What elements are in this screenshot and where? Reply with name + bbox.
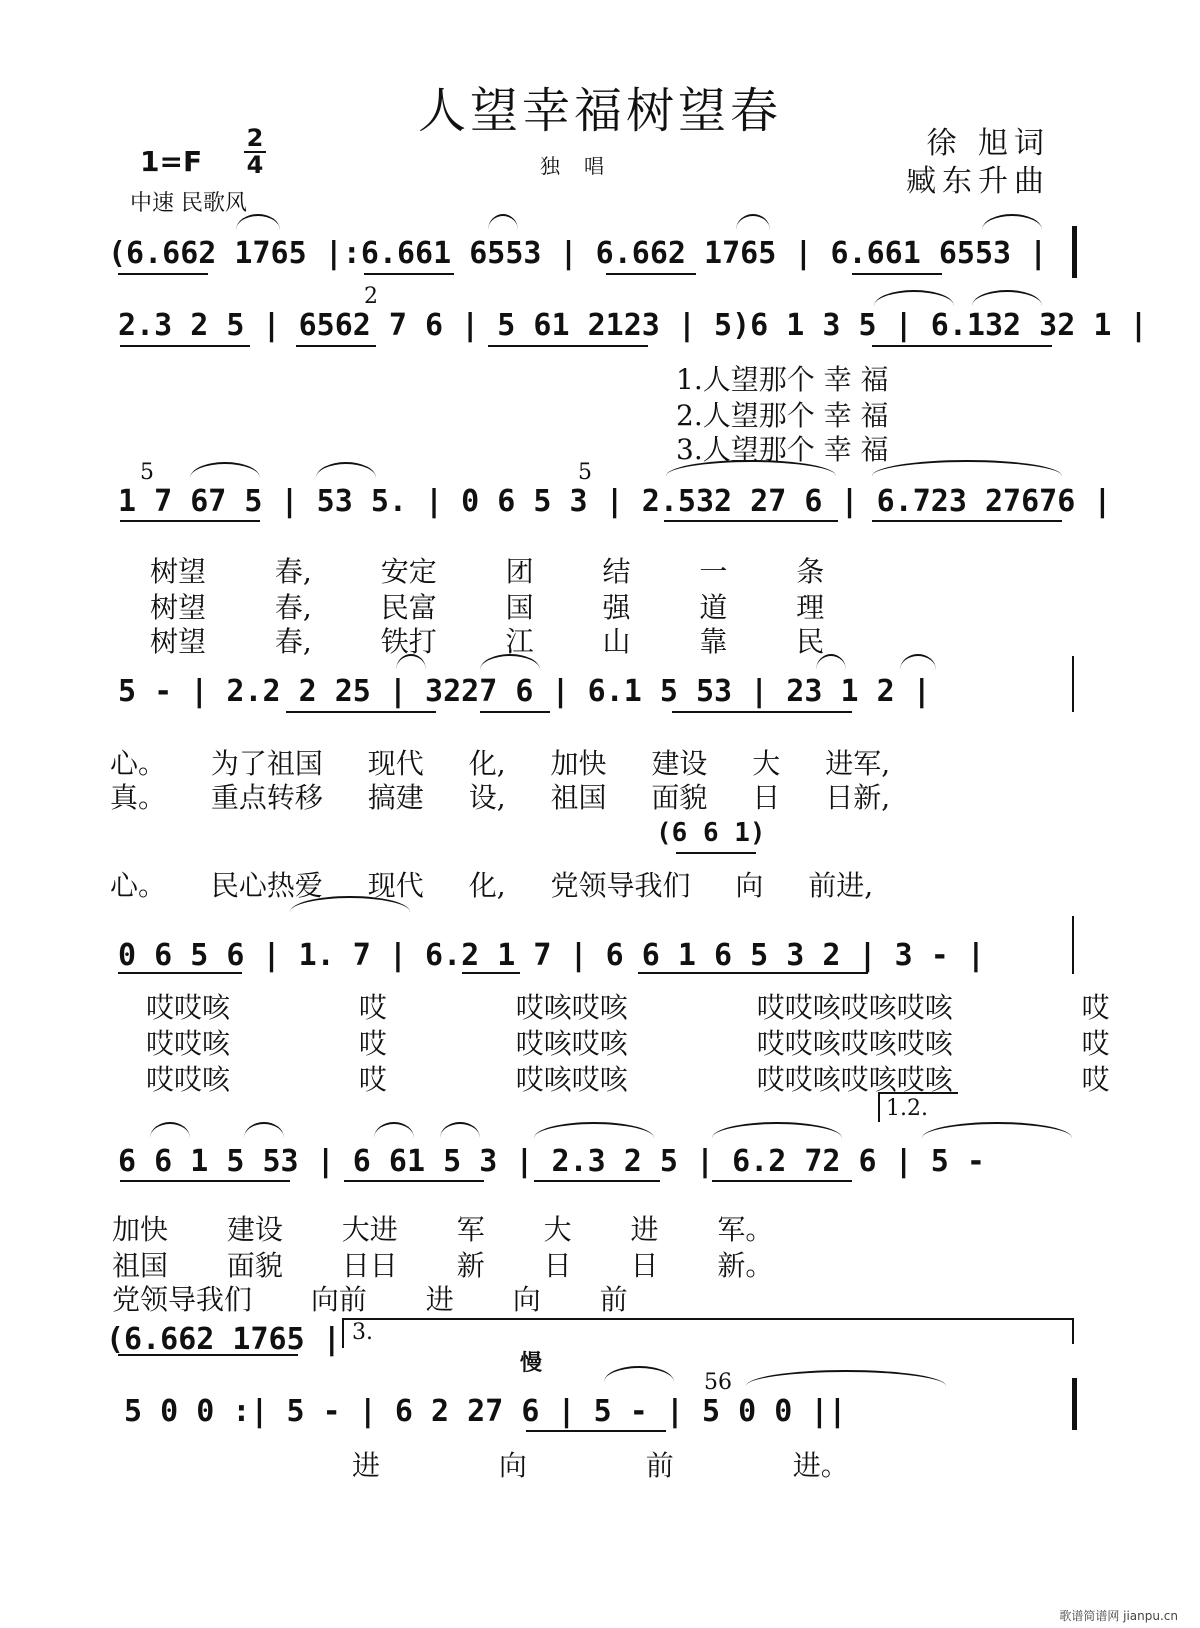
slur — [244, 1122, 284, 1138]
beam — [534, 1180, 660, 1182]
beam — [676, 852, 756, 854]
line-1-end-bar — [1072, 226, 1077, 278]
slur — [874, 290, 954, 306]
song-title: 人望幸福树望春 — [417, 83, 782, 139]
beam — [462, 972, 520, 974]
slur — [972, 290, 1042, 306]
beam — [120, 520, 260, 522]
slur — [374, 1122, 414, 1138]
beam — [120, 1180, 290, 1182]
volta-1-2: 1.2. — [886, 1096, 928, 1121]
beam — [286, 711, 436, 713]
lyric-verse-1-c: 心。 为了祖国 现代 化, 加快 建设 大 进军, — [110, 747, 891, 780]
slur — [604, 1366, 674, 1382]
grace-note: 5 — [578, 460, 592, 485]
volta-bracket-top — [878, 1092, 958, 1094]
notation-line-3: 1 7 67 5 | 53 5. | 0 6 5 3 | 2.532 27 6 | 6.723 27676 | — [118, 484, 1112, 519]
volta-bracket — [878, 1092, 880, 1122]
lyric-verse-2-d: 哎哎咳 哎 哎咳哎咳 哎哎咳哎咳哎咳 哎 — [146, 1027, 1110, 1060]
grace-note: 5 — [140, 460, 154, 485]
tie — [922, 1122, 1072, 1138]
tie — [746, 1370, 946, 1386]
lyric-ending: 进 向 前 进。 — [352, 1449, 849, 1482]
time-bottom: 4 — [246, 151, 264, 179]
slur — [488, 214, 518, 230]
slur — [150, 1122, 190, 1138]
volta-bracket-top — [342, 1318, 1072, 1320]
slur — [736, 214, 770, 230]
beam — [872, 520, 1062, 522]
alternate-notes: (6 6 1) — [656, 818, 766, 848]
line-5-end-bar — [1072, 916, 1074, 974]
beam — [120, 345, 250, 347]
watermark: 歌谱简谱网 jianpu.cn — [1059, 1609, 1178, 1623]
key-signature: 1=F — [140, 145, 203, 178]
slur — [982, 214, 1042, 230]
beam — [296, 345, 376, 347]
slur — [900, 654, 936, 670]
volta-bracket — [342, 1318, 344, 1348]
slur — [534, 1122, 654, 1138]
slur — [316, 462, 376, 478]
beam — [638, 972, 868, 974]
lyricist: 徐 旭词 — [926, 126, 1050, 161]
beam — [480, 711, 550, 713]
volta-3: 3. — [352, 1320, 373, 1345]
lyric-verse-2-e: 祖国 面貌 日日 新 日 日 新。 — [112, 1249, 774, 1282]
lyric-verse-1-b: 树望 春, 安定 团 结 一 条 — [150, 555, 825, 588]
beam — [872, 345, 1052, 347]
time-signature — [244, 126, 266, 178]
lyric-verse-1-e: 加快 建设 大进 军 大 进 军。 — [112, 1213, 774, 1246]
beam — [672, 711, 852, 713]
beam — [852, 273, 942, 275]
lyric-verse-2-b: 树望 春, 民富 国 强 道 理 — [150, 591, 825, 624]
lyric-verse-3-a: 3.人望那个 幸 福 — [676, 433, 889, 466]
lyric-verse-2-c: 真。 重点转移 搞建 设, 祖国 面貌 日 日新, — [110, 781, 891, 814]
notation-line-5: 0 6 5 6 | 1. 7 | 6.2 1 7 | 6 6 1 6 5 3 2 | 3 - | — [118, 938, 985, 973]
beam — [344, 1180, 484, 1182]
slur — [190, 462, 260, 478]
beam — [364, 273, 454, 275]
slur — [872, 460, 1062, 476]
time-top: 2 — [246, 124, 264, 152]
lyric-verse-3-e: 党领导我们 向前 进 向 前 — [112, 1283, 628, 1316]
lyric-verse-3-b: 树望 春, 铁打 江 山 靠 民 — [150, 625, 825, 658]
beam — [664, 520, 838, 522]
lyric-verse-3-c: 心。 民心热爱 现代 化, 党领导我们 向 前进, — [110, 869, 874, 902]
beam — [526, 1430, 666, 1432]
notation-line-1: (6.662 1765 |:6.661 6553 | 6.662 1765 | 6.661 6553 | — [108, 236, 1048, 271]
line-4-end-bar — [1072, 656, 1074, 712]
beam — [118, 972, 242, 974]
notation-line-7a: (6.662 1765 | — [106, 1322, 341, 1357]
grace-note: 2 — [364, 284, 378, 309]
lyric-verse-2-a: 2.人望那个 幸 福 — [676, 399, 889, 432]
slur — [712, 1122, 842, 1138]
beam — [712, 1180, 852, 1182]
tempo-marking: 中速 民歌风 — [130, 191, 247, 216]
beam — [118, 1354, 298, 1356]
volta-bracket-end — [1072, 1318, 1074, 1344]
lyric-verse-3-d: 哎哎咳 哎 哎咳哎咳 哎哎咳哎咳哎咳 哎 — [146, 1063, 1110, 1096]
beam — [488, 345, 648, 347]
slur — [440, 1122, 480, 1138]
beam — [606, 273, 696, 275]
notation-line-7: 5 0 0 :| 5 - | 6 2 27 6 | 5 - | 5 0 0 || — [124, 1394, 847, 1429]
notation-line-6: 6 6 1 5 53 | 6 61 5 3 | 2.3 2 5 | 6.2 72 6 | 5 - — [118, 1144, 985, 1179]
notation-line-4: 5 - | 2.2 2 25 | 3227 6 | 6.1 5 53 | 23 1 2 | — [118, 674, 931, 709]
lyric-verse-1-a: 1.人望那个 幸 福 — [676, 363, 889, 396]
beam — [118, 273, 208, 275]
composer: 臧东升曲 — [906, 164, 1050, 199]
performance-mode: 独唱 — [540, 154, 628, 178]
notation-line-2: 2.3 2 5 | 6562 7 6 | 5 61 2123 | 5)6 1 3 5 | 6.132 32 1 | — [118, 308, 1148, 343]
final-bar — [1072, 1378, 1077, 1430]
slow-marking: 慢 — [520, 1350, 543, 1376]
lyric-verse-1-d: 哎哎咳 哎 哎咳哎咳 哎哎咳哎咳哎咳 哎 — [146, 991, 1110, 1024]
grace-note: 56 — [704, 1370, 732, 1395]
